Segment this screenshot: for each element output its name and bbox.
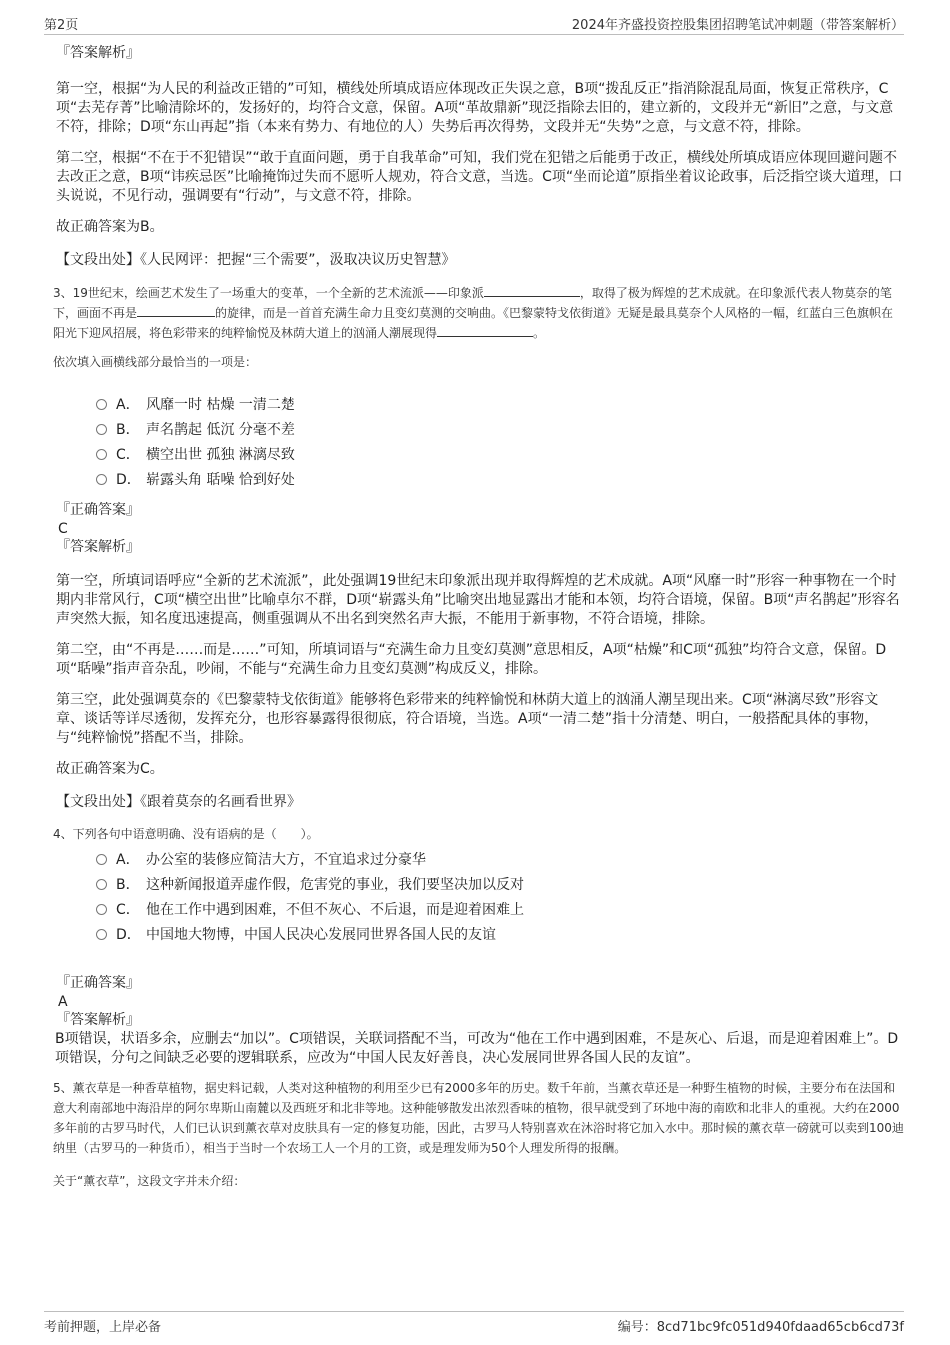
q2-source: 【文段出处】《人民网评：把握“三个需要”，汲取决议历史智慧》 — [56, 252, 456, 268]
q3-source: 【文段出处】《跟着莫奈的名画看世界》 — [56, 794, 301, 810]
page-number: 第2页 — [44, 18, 79, 33]
option-letter: B． — [116, 422, 140, 438]
q3-analysis-p2: 第二空，由“不再是……而是……”可知，所填词语与“充满生命力且变幻莫测”意思相反，A项“枯燥”和C项“孤独”均符合文意，保留。D项“聒噪”指声音杂乱，吵闹，不能与“充满生命力且变幻莫测”构成反义，排除。 — [56, 642, 887, 677]
q5-stem: 5、薰衣草是一种香草植物，据史料记载，人类对这种植物的利用至少已有2000多年的历史。数千年前，当薰衣草还是一种野生植物的时候，主要分布在法国和意大利南部地中海沿岸的阿尔卑斯山南麓以及西班牙和北非等地。这种能够散发出浓烈香味的植物，很早就受到了环地中海的南欧和北非人的重视。大约在2000多年前的古罗马时代，人们已认识到薰衣草对皮肤具有一定的修复功能，因此，古罗马人特别喜欢在沐浴时将它加入水中。那时候的薰衣草一磅就可以卖到100迪纳里（古罗马的一种货币），相当于当时一个农场工人一个月的工资，或是理发师为50个人理发所得的报酬。 — [53, 1081, 904, 1155]
q3-option-c[interactable] — [96, 443, 904, 468]
q3-blank-3 — [437, 324, 533, 337]
q3-stem-part-c: 的旋律，而是一首首充满生命力且变幻莫测的交响曲。《巴黎蒙特戈依街道》无疑是最具莫奈个人风格的一幅，红蓝白三色旗帜在阳光下迎风招展，将色彩带来的纯粹愉悦及林荫大道上的汹涌人潮展现得 — [53, 306, 894, 340]
radio-icon[interactable] — [96, 474, 107, 485]
q3-stem-part-d: 。 — [533, 326, 546, 340]
page-footer — [44, 1311, 904, 1338]
option-letter: D． — [116, 472, 141, 488]
option-text: 办公室的装修应简洁大方，不宜追求过分豪华 — [146, 852, 426, 868]
q4-options — [96, 848, 904, 948]
q3-option-d[interactable] — [96, 468, 904, 493]
document-title: 2024年齐盛投资控股集团招聘笔试冲刺题（带答案解析） — [571, 18, 904, 33]
q3-analysis-tag: 『答案解析』 — [56, 539, 140, 555]
option-text: 风靡一时 枯燥 一清二楚 — [146, 397, 295, 413]
radio-icon[interactable] — [96, 449, 107, 460]
q3-stem-part-b: ，取得了极为辉煌的艺术成就。在印象派代表人物莫奈的笔下，画面不再是 — [53, 286, 892, 320]
q5-instruction: 关于“薰衣草”，这段文字并未介绍： — [53, 1174, 246, 1188]
q2-analysis-tag: 『答案解析』 — [56, 45, 140, 61]
q3-option-b[interactable] — [96, 418, 904, 443]
footer-slogan: 考前押题，上岸必备 — [44, 1320, 162, 1335]
q3-blank-1 — [484, 284, 580, 297]
radio-icon[interactable] — [96, 854, 107, 865]
option-letter: C． — [116, 447, 140, 463]
radio-icon[interactable] — [96, 904, 107, 915]
q2-analysis-p2: 第二空，根据“不在于不犯错误”“敢于直面问题，勇于自我革命”可知，我们党在犯错之后能勇于改正，横线处所填成语应体现回避问题不去改正之意，B项“讳疾忌医”比喻掩饰过失而不愿听人规劝，符合文意，当选。C项“坐而论道”原指坐着议论政事，后泛指空谈大道理，口头说说，不见行动，强调要有“行动”，与文意不符，排除。 — [56, 150, 903, 204]
option-letter: B． — [116, 877, 140, 893]
q4-analysis: B项错误，状语多余，应删去“加以”。C项错误，关联词搭配不当，可改为“他在工作中遇到困难，不是灰心、后退，而是迎着困难上”。D项错误，分句之间缺乏必要的逻辑联系，应改为“中国人民友好善良，决心发展同世界各国人民的友谊”。 — [55, 1031, 899, 1066]
option-text: 横空出世 孤独 淋漓尽致 — [146, 447, 295, 463]
q2-analysis-p1: 第一空，根据“为人民的利益改正错的”可知，横线处所填成语应体现改正失误之意，B项“拨乱反正”指消除混乱局面，恢复正常秩序，C项“去芜存菁”比喻清除坏的，发扬好的，均符合文意，保留。A项“革故鼎新”现泛指除去旧的，建立新的，文段并无“新旧”之意，与文意不符，排除；D项“东山再起”指（本来有势力、有地位的人）失势后再次得势，文段并无“失势”之意，与文意不符，排除。 — [56, 81, 894, 135]
q3-correct-tag: 『正确答案』 — [56, 502, 140, 518]
q4-stem: 4、下列各句中语意明确、没有语病的是（ ）。 — [53, 827, 319, 841]
q4-option-c[interactable] — [96, 898, 904, 923]
q3-stem-part-a: 3、19世纪末，绘画艺术发生了一场重大的变革，一个全新的艺术流派——印象派 — [53, 286, 484, 300]
option-letter: A． — [116, 397, 140, 413]
page-content — [53, 44, 904, 1212]
q3-option-a[interactable] — [96, 393, 904, 418]
radio-icon[interactable] — [96, 879, 107, 890]
q3-instruction: 依次填入画横线部分最恰当的一项是： — [53, 355, 258, 369]
q3-analysis-p4: 故正确答案为C。 — [56, 761, 164, 777]
q3-options — [96, 393, 904, 493]
q4-correct-tag: 『正确答案』 — [56, 975, 140, 991]
q4-option-b[interactable] — [96, 873, 904, 898]
radio-icon[interactable] — [96, 424, 107, 435]
q4-option-d[interactable] — [96, 923, 904, 948]
radio-icon[interactable] — [96, 399, 107, 410]
option-letter: D． — [116, 927, 141, 943]
document-id: 编号：8cd71bc9fc051d940fdaad65cb6cd73f — [617, 1320, 904, 1335]
option-letter: C． — [116, 902, 140, 918]
q4-option-a[interactable] — [96, 848, 904, 873]
option-text: 中国地大物博，中国人民决心发展同世界各国人民的友谊 — [146, 927, 496, 943]
option-text: 他在工作中遇到困难，不但不灰心、不后退，而是迎着困难上 — [146, 902, 524, 918]
option-text: 声名鹊起 低沉 分毫不差 — [146, 422, 295, 438]
q3-analysis-p3: 第三空，此处强调莫奈的《巴黎蒙特戈依街道》能够将色彩带来的纯粹愉悦和林荫大道上的汹涌人潮呈现出来。C项“淋漓尽致”形容文章、谈话等详尽透彻，发挥充分，也形容暴露得很彻底，符合语境，当选。A项“一清二楚”指十分清楚、明白，一般搭配具体的事物，与“纯粹愉悦”搭配不当，排除。 — [56, 692, 879, 746]
q3-analysis-p1: 第一空，所填词语呼应“全新的艺术流派”，此处强调19世纪末印象派出现并取得辉煌的艺术成就。A项“风靡一时”形容一种事物在一个时期内非常风行，C项“横空出世”比喻卓尔不群，D项“崭露头角”比喻突出地显露出才能和本领，均符合语境，保留。B项“声名鹊起”形容名声突然大振，知名度迅速提高，侧重强调从不出名到突然名声大振，不能用于新事物，不符合语境，排除。 — [56, 573, 900, 627]
option-letter: A． — [116, 852, 140, 868]
radio-icon[interactable] — [96, 929, 107, 940]
q4-correct-answer: A — [58, 994, 68, 1010]
q3-blank-2 — [137, 304, 215, 317]
page-header — [44, 12, 904, 35]
q4-analysis-tag: 『答案解析』 — [56, 1012, 140, 1028]
q2-analysis-p3: 故正确答案为B。 — [56, 219, 164, 235]
q3-correct-answer: C — [58, 521, 68, 537]
q3-stem — [53, 283, 904, 343]
option-text: 这种新闻报道弄虚作假，危害党的事业，我们要坚决加以反对 — [146, 877, 524, 893]
option-text: 崭露头角 聒噪 恰到好处 — [146, 472, 295, 488]
